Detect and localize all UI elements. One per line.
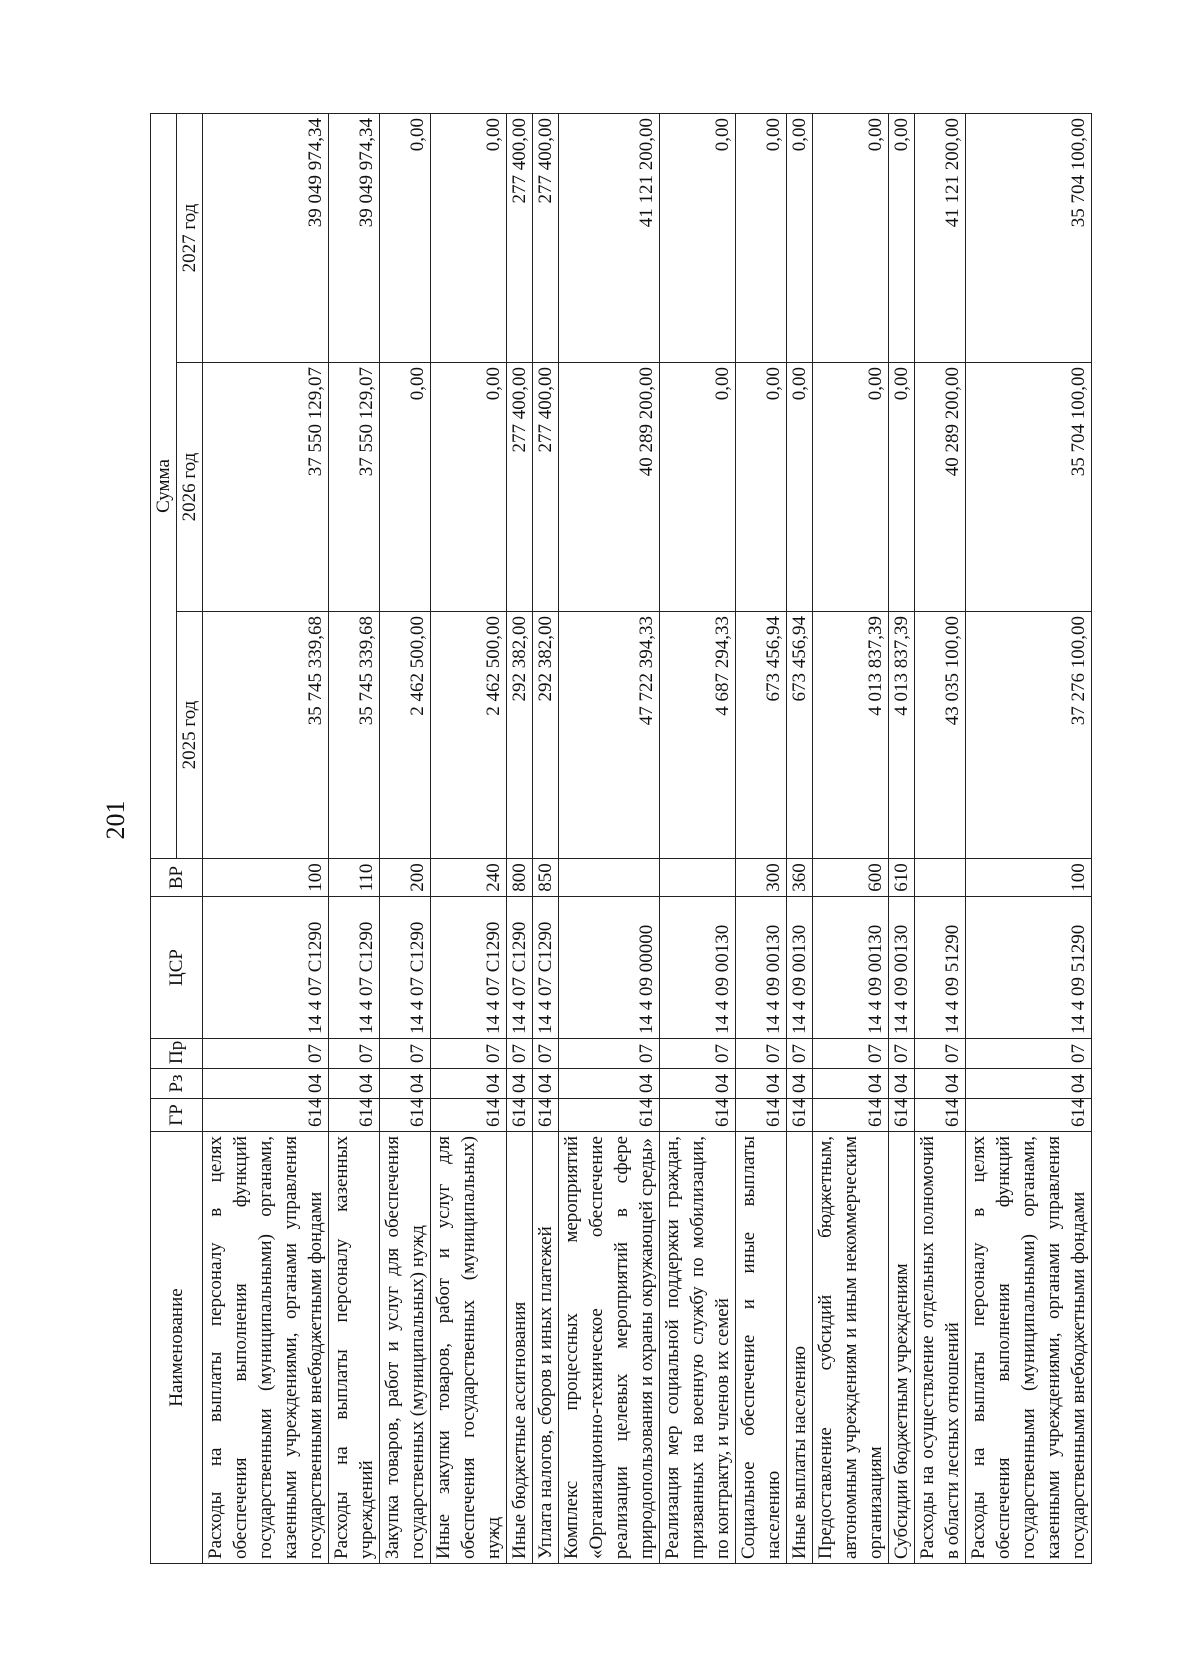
- row-2026: 37 550 129,07: [329, 363, 380, 612]
- row-2026: 0,00: [889, 363, 915, 612]
- row-2025: 35 745 339,68: [203, 612, 329, 859]
- row-gr: 614: [507, 1099, 533, 1132]
- row-2027: 41 121 200,00: [915, 114, 966, 363]
- col-header-pr: Пр: [151, 1039, 203, 1069]
- row-pr: 07: [431, 1039, 507, 1069]
- row-rz: 04: [507, 1069, 533, 1099]
- row-rz: 04: [736, 1069, 787, 1099]
- row-2026: 35 704 100,00: [966, 363, 1092, 612]
- row-2025: 2 462 500,00: [431, 612, 507, 859]
- row-gr: 614: [915, 1099, 966, 1132]
- row-vr: [559, 859, 660, 897]
- row-pr: 07: [533, 1039, 559, 1069]
- row-csr: 14 4 09 51290: [915, 897, 966, 1039]
- row-vr: [660, 859, 736, 897]
- row-csr: 14 4 09 00130: [736, 897, 787, 1039]
- row-vr: 240: [431, 859, 507, 897]
- row-vr: 600: [813, 859, 889, 897]
- row-2025: 4 687 294,33: [660, 612, 736, 859]
- col-header-2026: 2026 год: [177, 363, 203, 612]
- row-2027: 277 400,00: [507, 114, 533, 363]
- row-2025: 292 382,00: [533, 612, 559, 859]
- row-gr: 614: [203, 1099, 329, 1132]
- table-row: [736, 114, 787, 1564]
- row-name: Расходы на выплаты персоналу в целях обеспечения выполнения функций государственными (муниципальными) органами, казенными учреждениями, органами управления государственными внебюджетными фондами: [966, 1132, 1092, 1564]
- col-header-name: Наименование: [151, 1132, 203, 1564]
- row-pr: 07: [736, 1039, 787, 1069]
- row-name: Расходы на выплаты персоналу казенных учреждений: [329, 1132, 380, 1564]
- row-2027: 277 400,00: [533, 114, 559, 363]
- row-gr: 614: [431, 1099, 507, 1132]
- row-vr: 300: [736, 859, 787, 897]
- row-2027: 0,00: [813, 114, 889, 363]
- row-2025: 673 456,94: [736, 612, 787, 859]
- row-2026: 0,00: [813, 363, 889, 612]
- row-2027: 0,00: [380, 114, 431, 363]
- row-pr: 07: [507, 1039, 533, 1069]
- row-name: Иные бюджетные ассигнования: [507, 1132, 533, 1564]
- row-name: Уплата налогов, сборов и иных платежей: [533, 1132, 559, 1564]
- row-2025: 47 722 394,33: [559, 612, 660, 859]
- col-header-rz: Рз: [151, 1069, 203, 1099]
- row-name: Субсидии бюджетным учреждениям: [889, 1132, 915, 1564]
- row-pr: 07: [813, 1039, 889, 1069]
- row-csr: 14 4 09 51290: [966, 897, 1092, 1039]
- row-2026: 0,00: [736, 363, 787, 612]
- row-gr: 614: [889, 1099, 915, 1132]
- row-rz: 04: [787, 1069, 813, 1099]
- table-row: [889, 114, 915, 1564]
- row-vr: 610: [889, 859, 915, 897]
- row-2027: 0,00: [889, 114, 915, 363]
- table-row: [559, 114, 660, 1564]
- row-gr: 614: [966, 1099, 1092, 1132]
- col-header-2025: 2025 год: [177, 612, 203, 859]
- table-row: [533, 114, 559, 1564]
- table-row: [915, 114, 966, 1564]
- row-rz: 04: [813, 1069, 889, 1099]
- row-rz: 04: [660, 1069, 736, 1099]
- row-pr: 07: [660, 1039, 736, 1069]
- row-gr: 614: [380, 1099, 431, 1132]
- page-number: 201: [101, 800, 130, 840]
- row-name: Предоставление субсидий бюджетным, автономным учреждениям и иным некоммерческим организациям: [813, 1132, 889, 1564]
- row-gr: 614: [533, 1099, 559, 1132]
- row-2025: 4 013 837,39: [813, 612, 889, 859]
- row-2025: 673 456,94: [787, 612, 813, 859]
- row-2026: 40 289 200,00: [559, 363, 660, 612]
- row-pr: 07: [329, 1039, 380, 1069]
- row-pr: 07: [559, 1039, 660, 1069]
- col-header-sum: Сумма: [151, 114, 177, 859]
- table-row: [431, 114, 507, 1564]
- row-2025: 4 013 837,39: [889, 612, 915, 859]
- col-header-vr: ВР: [151, 859, 203, 897]
- row-csr: 14 4 07 С1290: [533, 897, 559, 1039]
- row-pr: 07: [787, 1039, 813, 1069]
- table-row: [966, 114, 1092, 1564]
- col-header-2027: 2027 год: [177, 114, 203, 363]
- row-vr: 100: [966, 859, 1092, 897]
- row-pr: 07: [203, 1039, 329, 1069]
- table-row: [787, 114, 813, 1564]
- row-2025: 35 745 339,68: [329, 612, 380, 859]
- row-2026: 277 400,00: [507, 363, 533, 612]
- row-2025: 2 462 500,00: [380, 612, 431, 859]
- row-2026: 277 400,00: [533, 363, 559, 612]
- row-csr: 14 4 07 С1290: [507, 897, 533, 1039]
- row-2026: 0,00: [660, 363, 736, 612]
- row-name: Социальное обеспечение и иные выплаты населению: [736, 1132, 787, 1564]
- row-vr: 800: [507, 859, 533, 897]
- table-row: [660, 114, 736, 1564]
- row-vr: 200: [380, 859, 431, 897]
- row-csr: 14 4 07 С1290: [203, 897, 329, 1039]
- row-name: Комплекс процессных мероприятий «Организационно-техническое обеспечение реализации целевых мероприятий в сфере природопользования и охраны окружающей среды»: [559, 1132, 660, 1564]
- row-rz: 04: [915, 1069, 966, 1099]
- row-2027: 35 704 100,00: [966, 114, 1092, 363]
- row-rz: 04: [203, 1069, 329, 1099]
- row-csr: 14 4 09 00130: [660, 897, 736, 1039]
- row-csr: 14 4 09 00130: [787, 897, 813, 1039]
- row-2025: 37 276 100,00: [966, 612, 1092, 859]
- row-csr: 14 4 07 С1290: [431, 897, 507, 1039]
- row-name: Расходы на выплаты персоналу в целях обеспечения выполнения функций государственными (муниципальными) органами, казенными учреждениями, органами управления государственными внебюджетными фондами: [203, 1132, 329, 1564]
- row-csr: 14 4 09 00000: [559, 897, 660, 1039]
- row-2027: 0,00: [431, 114, 507, 363]
- row-csr: 14 4 07 С1290: [329, 897, 380, 1039]
- row-2027: 41 121 200,00: [559, 114, 660, 363]
- row-csr: 14 4 09 00130: [889, 897, 915, 1039]
- row-name: Иные закупки товаров, работ и услуг для обеспечения государственных (муниципальных) нужд: [431, 1132, 507, 1564]
- row-2027: 0,00: [787, 114, 813, 363]
- row-gr: 614: [787, 1099, 813, 1132]
- row-csr: 14 4 07 С1290: [380, 897, 431, 1039]
- row-gr: 614: [559, 1099, 660, 1132]
- row-rz: 04: [380, 1069, 431, 1099]
- row-rz: 04: [559, 1069, 660, 1099]
- row-2025: 292 382,00: [507, 612, 533, 859]
- row-pr: 07: [966, 1039, 1092, 1069]
- row-rz: 04: [533, 1069, 559, 1099]
- table-row: [203, 114, 329, 1564]
- col-header-csr: ЦСР: [151, 897, 203, 1039]
- row-2026: 37 550 129,07: [203, 363, 329, 612]
- row-rz: 04: [329, 1069, 380, 1099]
- row-vr: [915, 859, 966, 897]
- row-pr: 07: [380, 1039, 431, 1069]
- budget-table: [150, 113, 1092, 1564]
- row-gr: 614: [660, 1099, 736, 1132]
- row-rz: 04: [889, 1069, 915, 1099]
- row-gr: 614: [813, 1099, 889, 1132]
- row-gr: 614: [329, 1099, 380, 1132]
- row-gr: 614: [736, 1099, 787, 1132]
- row-2026: 0,00: [431, 363, 507, 612]
- row-2026: 0,00: [787, 363, 813, 612]
- row-vr: 360: [787, 859, 813, 897]
- table-row: [380, 114, 431, 1564]
- row-2027: 39 049 974,34: [203, 114, 329, 363]
- row-2026: 40 289 200,00: [915, 363, 966, 612]
- row-name: Иные выплаты населению: [787, 1132, 813, 1564]
- row-name: Закупка товаров, работ и услуг для обеспечения государственных (муниципальных) нужд: [380, 1132, 431, 1564]
- row-2025: 43 035 100,00: [915, 612, 966, 859]
- table-row: [507, 114, 533, 1564]
- table-row: [813, 114, 889, 1564]
- row-2027: 0,00: [736, 114, 787, 363]
- rotated-table-container: [150, 114, 1089, 1564]
- row-rz: 04: [431, 1069, 507, 1099]
- row-csr: 14 4 09 00130: [813, 897, 889, 1039]
- row-rz: 04: [966, 1069, 1092, 1099]
- row-pr: 07: [889, 1039, 915, 1069]
- row-vr: 110: [329, 859, 380, 897]
- row-2027: 39 049 974,34: [329, 114, 380, 363]
- table-row: [329, 114, 380, 1564]
- col-header-gr: ГР: [151, 1099, 203, 1132]
- row-name: Реализация мер социальной поддержки граждан, призванных на военную службу по мобилизации, по контракту, и членов их семей: [660, 1132, 736, 1564]
- row-2027: 0,00: [660, 114, 736, 363]
- row-vr: 850: [533, 859, 559, 897]
- row-name: Расходы на осуществление отдельных полномочий в области лесных отношений: [915, 1132, 966, 1564]
- row-2026: 0,00: [380, 363, 431, 612]
- row-pr: 07: [915, 1039, 966, 1069]
- row-vr: 100: [203, 859, 329, 897]
